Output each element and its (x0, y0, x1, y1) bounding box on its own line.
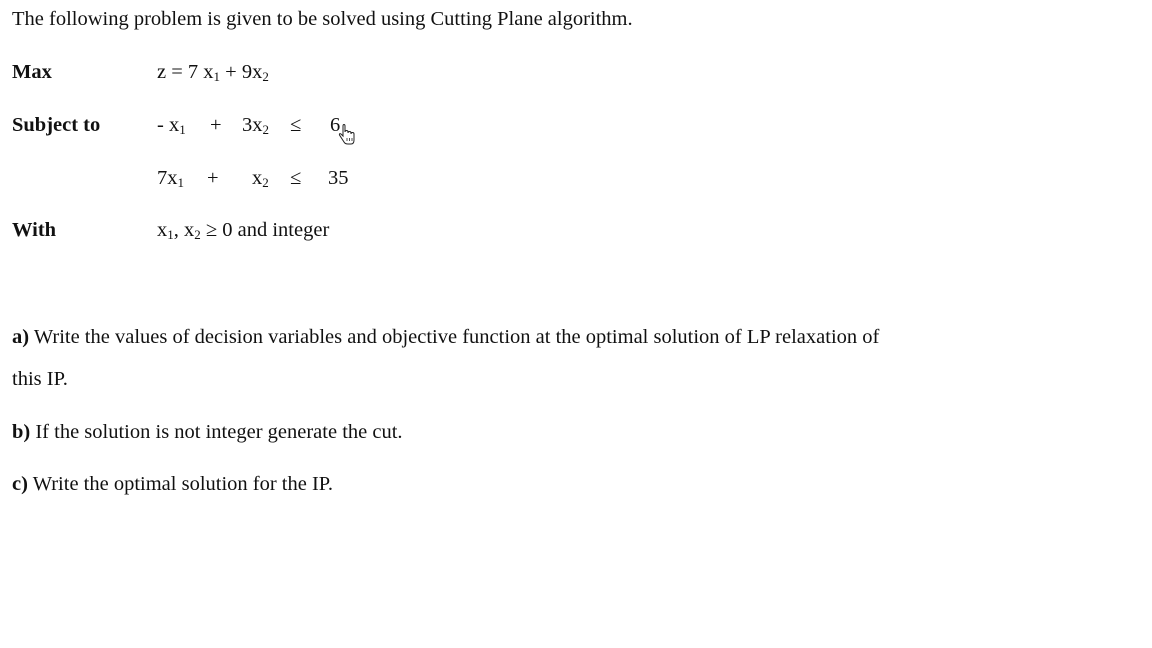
question-c (12, 473, 333, 496)
c1-b: 3x (242, 114, 263, 136)
intro-text: The following problem is given to be solved using Cutting Plane algorithm. (12, 8, 633, 30)
with-clause (157, 219, 329, 242)
subject-to-label: Subject to (12, 114, 101, 136)
objective-z: z = 7 x (157, 61, 214, 83)
objective-plus: + 9x (220, 61, 263, 83)
c2-a-sub: 1 (177, 175, 184, 190)
with-sep: , x (173, 219, 195, 241)
with-x1-sub: 1 (167, 227, 174, 242)
objective-x1-sub: 1 (213, 69, 221, 84)
constraint-1-rhs: 6 (330, 114, 341, 136)
objective-x2-sub: 2 (262, 69, 269, 84)
question-b (12, 421, 403, 444)
with-rest: ≥ 0 and integer (200, 219, 330, 241)
question-a-letter: a) (12, 326, 30, 348)
c2-b: x (252, 167, 263, 189)
c2-a: 7x (157, 167, 178, 189)
with-x1: x (157, 219, 168, 241)
question-c-letter: c) (12, 473, 28, 495)
question-c-text: Write the optimal solution for the IP. (27, 473, 334, 495)
constraint-2-rel: ≤ (290, 167, 302, 189)
question-b-letter: b) (12, 421, 31, 443)
constraint-1-op: + (210, 114, 222, 136)
c2-b-sub: 2 (262, 175, 269, 190)
question-b-text: If the solution is not integer generate the cut. (30, 421, 403, 443)
with-label: With (12, 219, 57, 241)
constraint-2-lhs-a (157, 167, 184, 190)
question-a-continuation: this IP. (12, 368, 68, 390)
max-label: Max (12, 61, 52, 83)
hand-pointer-icon (337, 124, 357, 146)
constraint-2-op: + (207, 167, 219, 189)
constraint-2-rhs: 35 (328, 167, 349, 189)
constraint-1-rel: ≤ (290, 114, 302, 136)
constraint-1-lhs-a (157, 114, 186, 137)
c1-b-sub: 2 (262, 122, 269, 137)
constraint-2-lhs-b (252, 167, 269, 190)
c1-a-sub: 1 (179, 122, 186, 137)
constraint-1-lhs-b (242, 114, 269, 137)
question-a-text: Write the values of decision variables and objective function at the optimal solution of LP relaxation of (29, 326, 880, 348)
with-x2-sub: 2 (194, 227, 201, 242)
question-a (12, 326, 879, 349)
objective-function (157, 61, 269, 84)
c1-a: - x (157, 114, 180, 136)
